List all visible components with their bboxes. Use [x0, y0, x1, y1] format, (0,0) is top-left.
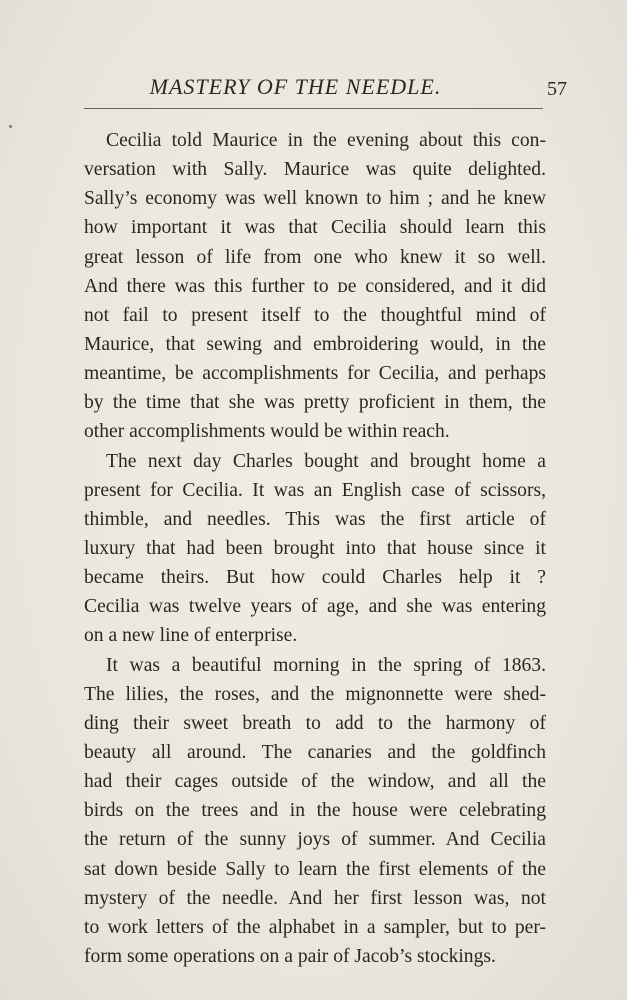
running-head: [84, 74, 567, 104]
text-line: sat down beside Sally to learn the first elements of the: [84, 858, 546, 880]
text-line: versation with Sally. Maurice was quite delighted.: [84, 159, 546, 181]
text-line: mystery of the needle. And her first lesson was, not: [84, 887, 546, 909]
text-line: had their cages outside of the window, and all the: [84, 771, 546, 793]
text-line: form some operations on a pair of Jacob’s stockings.: [84, 945, 496, 967]
header-rule: [84, 108, 543, 109]
text-line: how important it was that Cecilia should learn this: [84, 217, 546, 239]
text-line: not fail to present itself to the thoughtful mind of: [84, 304, 546, 326]
text-line: became theirs. But how could Charles help it ?: [84, 567, 546, 589]
text-line: thimble, and needles. This was the first article of: [84, 508, 546, 530]
text-line: Sally’s economy was well known to him ; and he knew: [84, 188, 546, 210]
text-line: Cecilia was twelve years of age, and she was entering: [84, 596, 546, 618]
text-line: great lesson of life from one who knew it so well.: [84, 246, 546, 268]
text-line: by the time that she was pretty proficient in them, the: [84, 392, 546, 414]
text-line: beauty all around. The canaries and the goldfinch: [84, 741, 546, 763]
text-line: present for Cecilia. It was an English case of scissors,: [84, 479, 546, 501]
paragraph-3: [84, 651, 546, 972]
text-line: Maurice, that sewing and embroidering would, in the: [84, 333, 546, 355]
text-line: Cecilia told Maurice in the evening about this con-: [106, 130, 546, 151]
margin-speck: [9, 125, 12, 128]
text-line: to work letters of the alphabet in a sampler, but to per-: [84, 916, 546, 938]
text-line: The next day Charles bought and brought home a: [106, 450, 546, 472]
text-line: It was a beautiful morning in the spring of 1863.: [106, 654, 546, 676]
text-line: The lilies, the roses, and the mignonnette were shed-: [84, 683, 546, 705]
page-number: 57: [547, 78, 567, 100]
text-line: luxury that had been brought into that house since it: [84, 537, 546, 559]
body-text: [84, 126, 546, 971]
text-line: other accomplishments would be within reach.: [84, 421, 450, 443]
paragraph-2: [84, 447, 546, 651]
text-line: the return of the sunny joys of summer. And Cecilia: [84, 829, 546, 851]
paragraph-1: [84, 126, 546, 447]
text-line: meantime, be accomplishments for Cecilia, and perhaps: [84, 363, 546, 385]
text-line: birds on the trees and in the house were celebrating: [84, 800, 546, 822]
text-line: ding their sweet breath to add to the harmony of: [84, 712, 546, 734]
running-head-title: MASTERY OF THE NEEDLE.: [149, 74, 442, 99]
text-line: on a new line of enterprise.: [84, 625, 298, 647]
text-line: And there was this further to ᴅe considered, and it did: [84, 275, 546, 297]
